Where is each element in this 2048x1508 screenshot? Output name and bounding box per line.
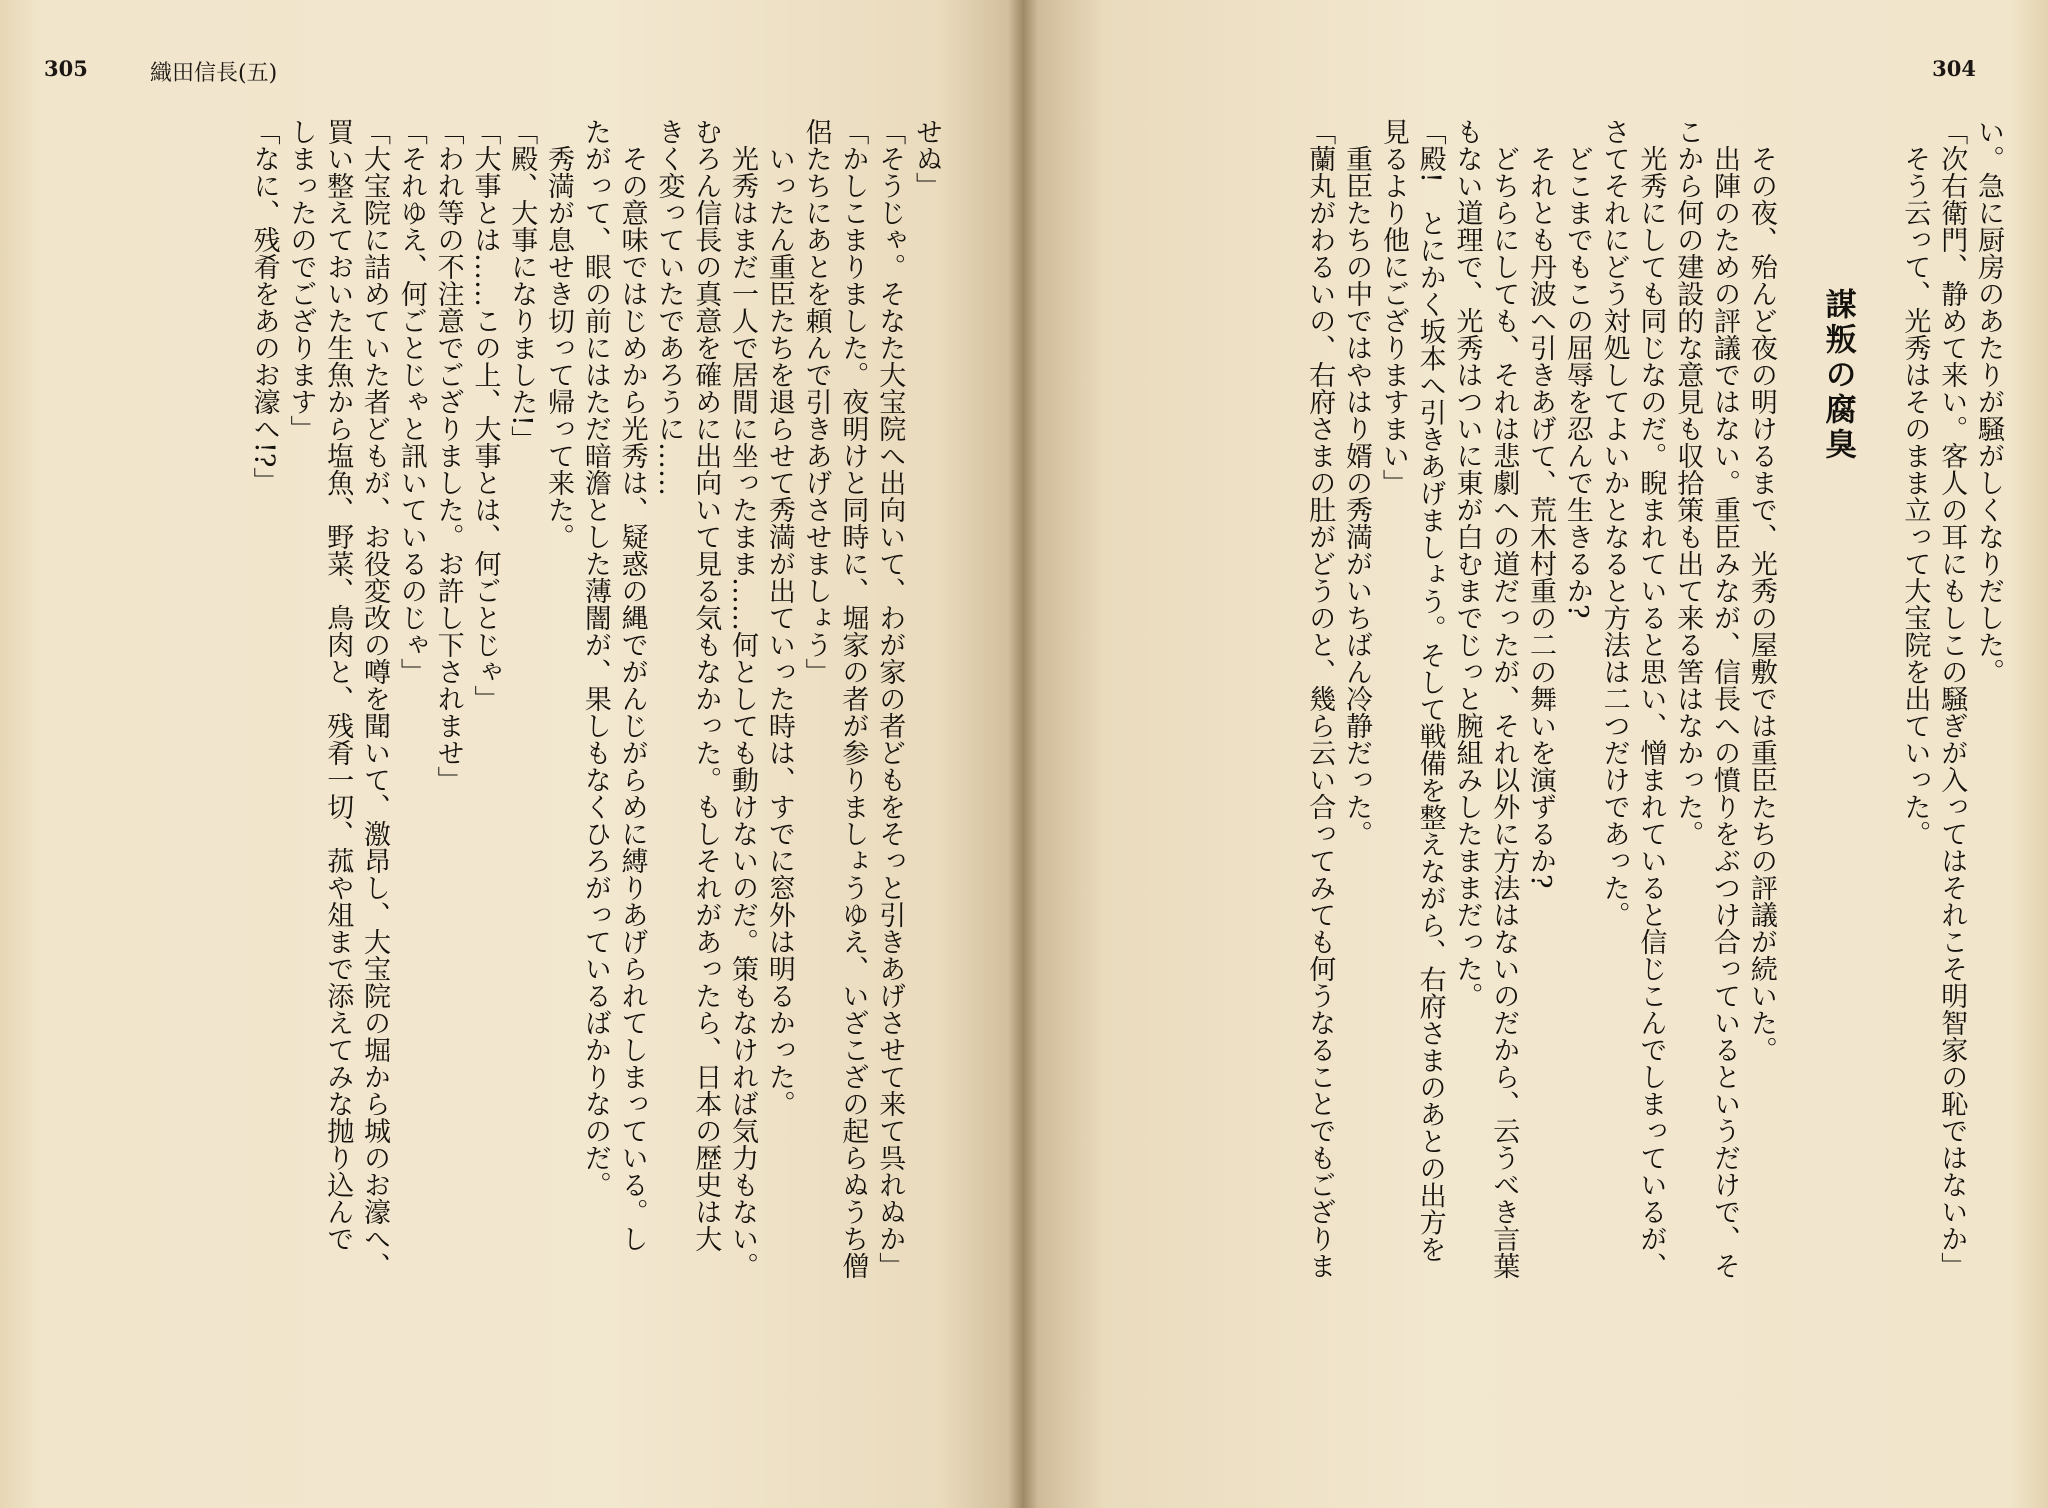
text-line: もない道理で、光秀はついに東が白むまでじっと腕組みしたままだった。 [1451, 118, 1483, 1009]
text-line: こから何の建設的な意見も収拾策も出て来る筈はなかった。 [1672, 118, 1704, 847]
text-line: むろん信長の真意を確めに出向いて見る気もなかった。もしそれがあったら、日本の歴史は大 [690, 118, 722, 1252]
text-line: 「蘭丸がわるいの、右府さまの肚がどうのと、幾ら云い合ってみても何うなることでもござりま [1304, 118, 1336, 1279]
right-page [1022, 0, 2048, 1508]
text-line: さてそれにどう対処してよいかとなると方法は二つだけであった。 [1598, 118, 1630, 928]
text-line: 光秀はまだ一人で居間に坐ったまま……何としても動けないのだ。策もなければ気力もない。 [727, 118, 759, 1279]
text-line: きく変っていたであろうに…… [653, 118, 685, 496]
left-page [0, 0, 1022, 1508]
text-line: 光秀にしても同じなのだ。睨まれていると思い、憎まれていると信じこんでしまっているが、 [1635, 118, 1667, 1279]
text-line: 「われ等の不注意でござりました。お許し下されませ」 [432, 118, 464, 793]
text-line: そう云って、光秀はそのまま立って大宝院を出ていった。 [1899, 118, 1931, 847]
text-line: 「かしこまりました。夜明けと同時に、堀家の者が参りましょうゆえ、いざこざの起らぬうち僧 [837, 118, 869, 1279]
text-line: 「殿! とにかく坂本へ引きあげましょう。そして戦備を整えながら、右府さまのあとの出方を [1414, 118, 1446, 1263]
text-line: い。急に厨房のあたりが騒がしくなりだした。 [1973, 118, 2004, 685]
text-line: 「そうじゃ。そなた大宝院へ出向いて、わが家の者どもをそっと引きあげさせて来て呉れぬか」 [874, 118, 906, 1279]
text-line: 買い整えておいた生魚から塩魚、野菜、鳥肉と、残肴一切、菰や俎まで添えてみな抛り込んで [322, 118, 354, 1252]
text-line: 見るより他にござりますまい」 [1377, 118, 1409, 496]
text-line: どちらにしても、それは悲劇への道だったが、それ以外に方法はないのだから、云うべき言葉 [1488, 118, 1520, 1279]
text-line: それとも丹波へ引きあげて、荒木村重の二の舞いを演ずるか? [1525, 118, 1557, 889]
text-line: どこまでもこの屈辱を忍んで生きるか? [1561, 118, 1593, 619]
text-line: せぬ」 [911, 118, 942, 199]
text-line: 秀満が息せき切って帰って来た。 [543, 118, 575, 550]
text-line: 侶たちにあとを頼んで引きあげさせましょう」 [800, 118, 832, 685]
running-title: 織田信長(五) [150, 61, 278, 86]
text-line: 出陣のための評議ではない。重臣みなが、信長への憤りをぶつけ合っているというだけで、そ [1709, 118, 1741, 1279]
text-line: いったん重臣たちを退らせて秀満が出ていった時は、すでに窓外は明るかった。 [763, 118, 795, 1117]
text-line: 「それゆえ、何ごとじゃと訊いているのじゃ」 [395, 118, 427, 685]
text-line: 「殿、大事になりました!」 [506, 118, 538, 453]
text-line: 「なに、残肴をあのお濠へ!?」 [248, 118, 280, 495]
text-line: たがって、眼の前にはただ暗澹とした薄闇が、果しもなくひろがっているばかりなのだ。 [579, 118, 611, 1198]
text-line: その夜、殆んど夜の明けるまで、光秀の屋敷では重臣たちの評議が続いた。 [1745, 118, 1777, 1063]
right-page-text [1066, 118, 2006, 1478]
left-page-number: 305 [44, 56, 88, 81]
text-line: 「次右衛門、静めて来い。客人の耳にもしこの騒ぎが入ってはそれこそ明智家の恥ではないか」 [1936, 118, 1968, 1279]
right-page-number: 304 [1932, 56, 1976, 81]
book-gutter [1008, 0, 1038, 1508]
left-page-text [124, 118, 944, 1478]
section-heading: 謀叛の腐臭 [1819, 288, 1856, 463]
text-line: 「大宝院に詰めていた者どもが、お役変改の噂を聞いて、激昂し、大宝院の堀から城のお濠へ、 [359, 118, 391, 1279]
text-line: しまったのでござります」 [285, 118, 317, 442]
text-line: 重臣たちの中ではやはり婿の秀満がいちばん冷静だった。 [1341, 118, 1373, 847]
text-line: その意味ではじめから光秀は、疑惑の縄でがんじがらめに縛りあげられてしまっている。し [616, 118, 648, 1252]
text-line: 「大事とは……この上、大事とは、何ごとじゃ」 [469, 118, 501, 712]
